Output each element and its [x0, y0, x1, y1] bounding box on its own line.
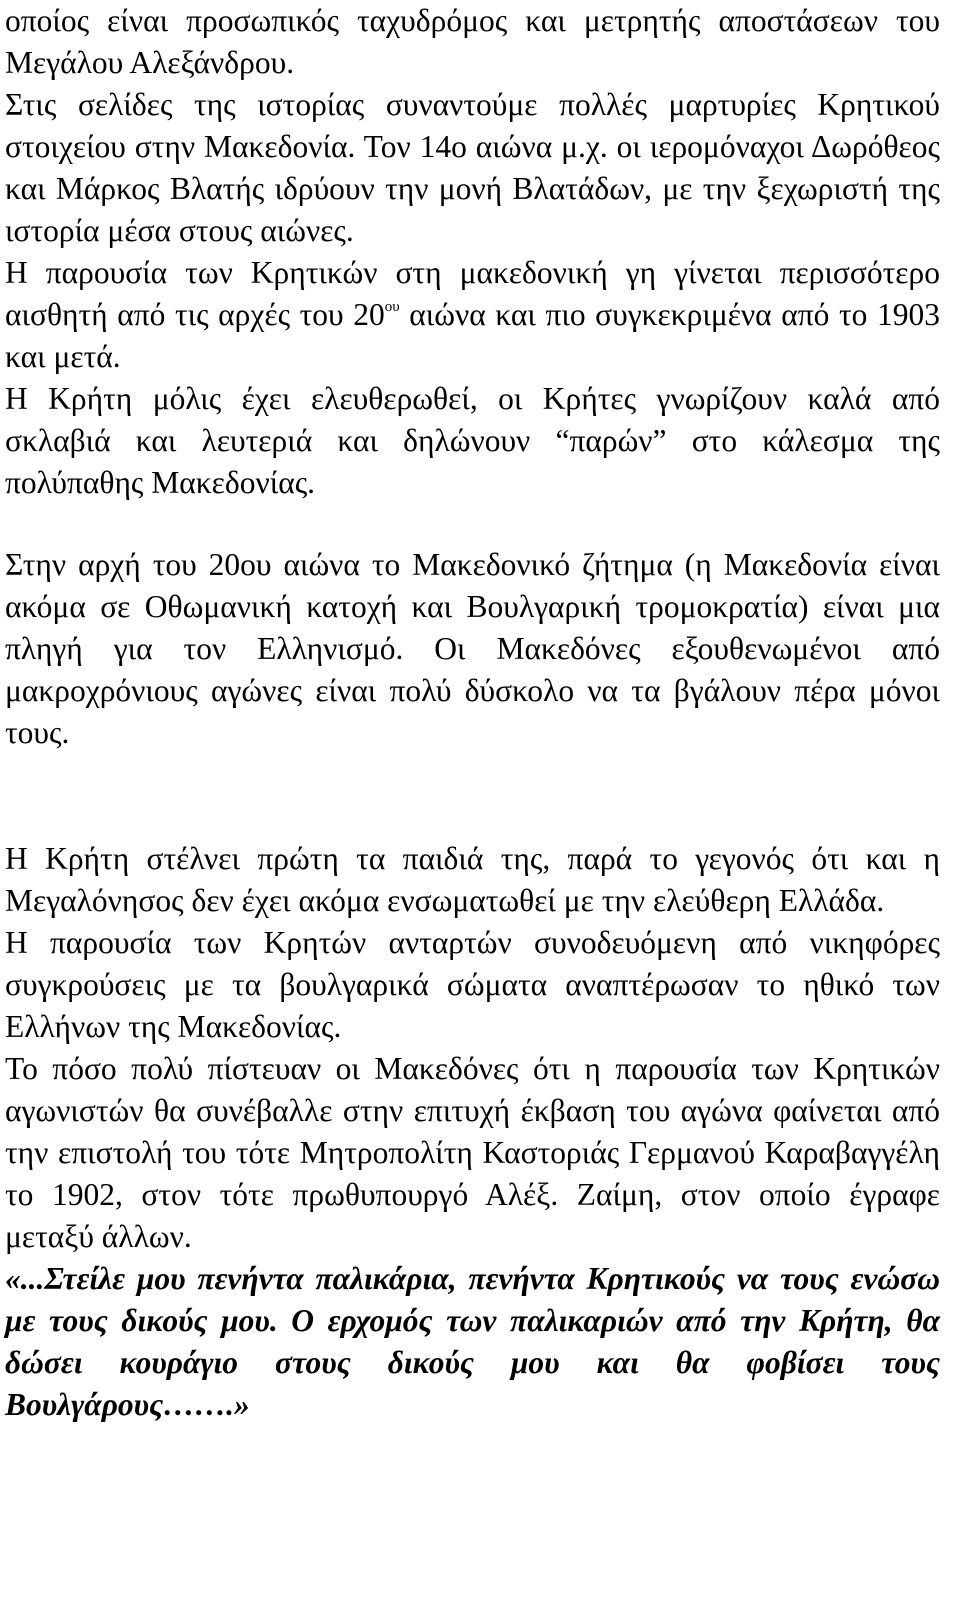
paragraph-8: Το πόσο πολύ πίστευαν οι Μακεδόνες ότι η παρουσία των Κρητικών αγωνιστών θα συνέβαλλε στην επιτυχή έκβαση του αγώνα φαίνεται από την επιστολή του τότε Μητροπολίτη Καστοριάς Γερμανού Καραβαγγέλη το 1902, στον τότε πρωθυπουργό Αλέξ. Ζαίμη, στον οποίο έγραφε μεταξύ άλλων.	[5, 1051, 940, 1254]
spacer	[5, 504, 940, 544]
paragraph-1: οποίος είναι προσωπικός ταχυδρόμος και μετρητής αποστάσεων του Μεγάλου Αλεξάνδρου.	[5, 3, 940, 80]
paragraph-4: Η Κρήτη μόλις έχει ελευθερωθεί, οι Κρήτες γνωρίζουν καλά από σκλαβιά και λευτεριά και δηλώνουν “παρών” στο κάλεσμα της πολύπαθης Μακεδονίας.	[5, 381, 940, 500]
quotation: «...Στείλε μου πενήντα παλικάρια, πενήντα Κρητικούς να τους ενώσω με τους δικούς μου. Ο ερχομός των παλικαριών από την Κρήτη, θα δώσει κουράγιο στους δικούς μου και θα φοβίσει τους Βουλγάρους…….»	[5, 1261, 940, 1422]
paragraph-7: Η παρουσία των Κρητών ανταρτών συνοδευόμενη από νικηφόρες συγκρούσεις με τα βουλγαρικά σώματα αναπτέρωσαν το ηθικό των Ελλήνων της Μακεδονίας.	[5, 925, 940, 1044]
paragraph-6: Η Κρήτη στέλνει πρώτη τα παιδιά της, παρά το γεγονός ότι και η Μεγαλόνησος δεν έχει ακόμα ενσωματωθεί με την ελεύθερη Ελλάδα.	[5, 841, 940, 918]
paragraph-5: Στην αρχή του 20ου αιώνα το Μακεδονικό ζήτημα (η Μακεδονία είναι ακόμα σε Οθωμανική κατοχή και Βουλγαρική τρομοκρατία) είναι μια πληγή για τον Ελληνισμό. Οι Μακεδόνες εξουθενωμένοι από μακροχρόνιους αγώνες είναι πολύ δύσκολο να τα βγάλουν πέρα μόνοι τους.	[5, 547, 940, 750]
superscript-ou: ου	[384, 299, 400, 315]
paragraph-3	[5, 252, 940, 378]
paragraph-2: Στις σελίδες της ιστορίας συναντούμε πολλές μαρτυρίες Κρητικού στοιχείου στην Μακεδονία. Τον 14ο αιώνα μ.χ. οι ιερομόναχοι Δωρόθεος και Μάρκος Βλατής ιδρύουν την μονή Βλατάδων, με την ξεχωριστή της ιστορία μέσα στους αιώνες.	[5, 87, 940, 248]
paragraph-3-text-b: αιώνα και πιο συγκεκριμένα από το 1903 και μετά.	[5, 297, 940, 374]
paragraph-3-text-a: Η παρουσία των Κρητικών στη μακεδονική γη γίνεται περισσότερο αισθητή από τις αρχές του 20	[5, 255, 940, 332]
document-page	[5, 0, 940, 1426]
spacer	[5, 754, 940, 838]
